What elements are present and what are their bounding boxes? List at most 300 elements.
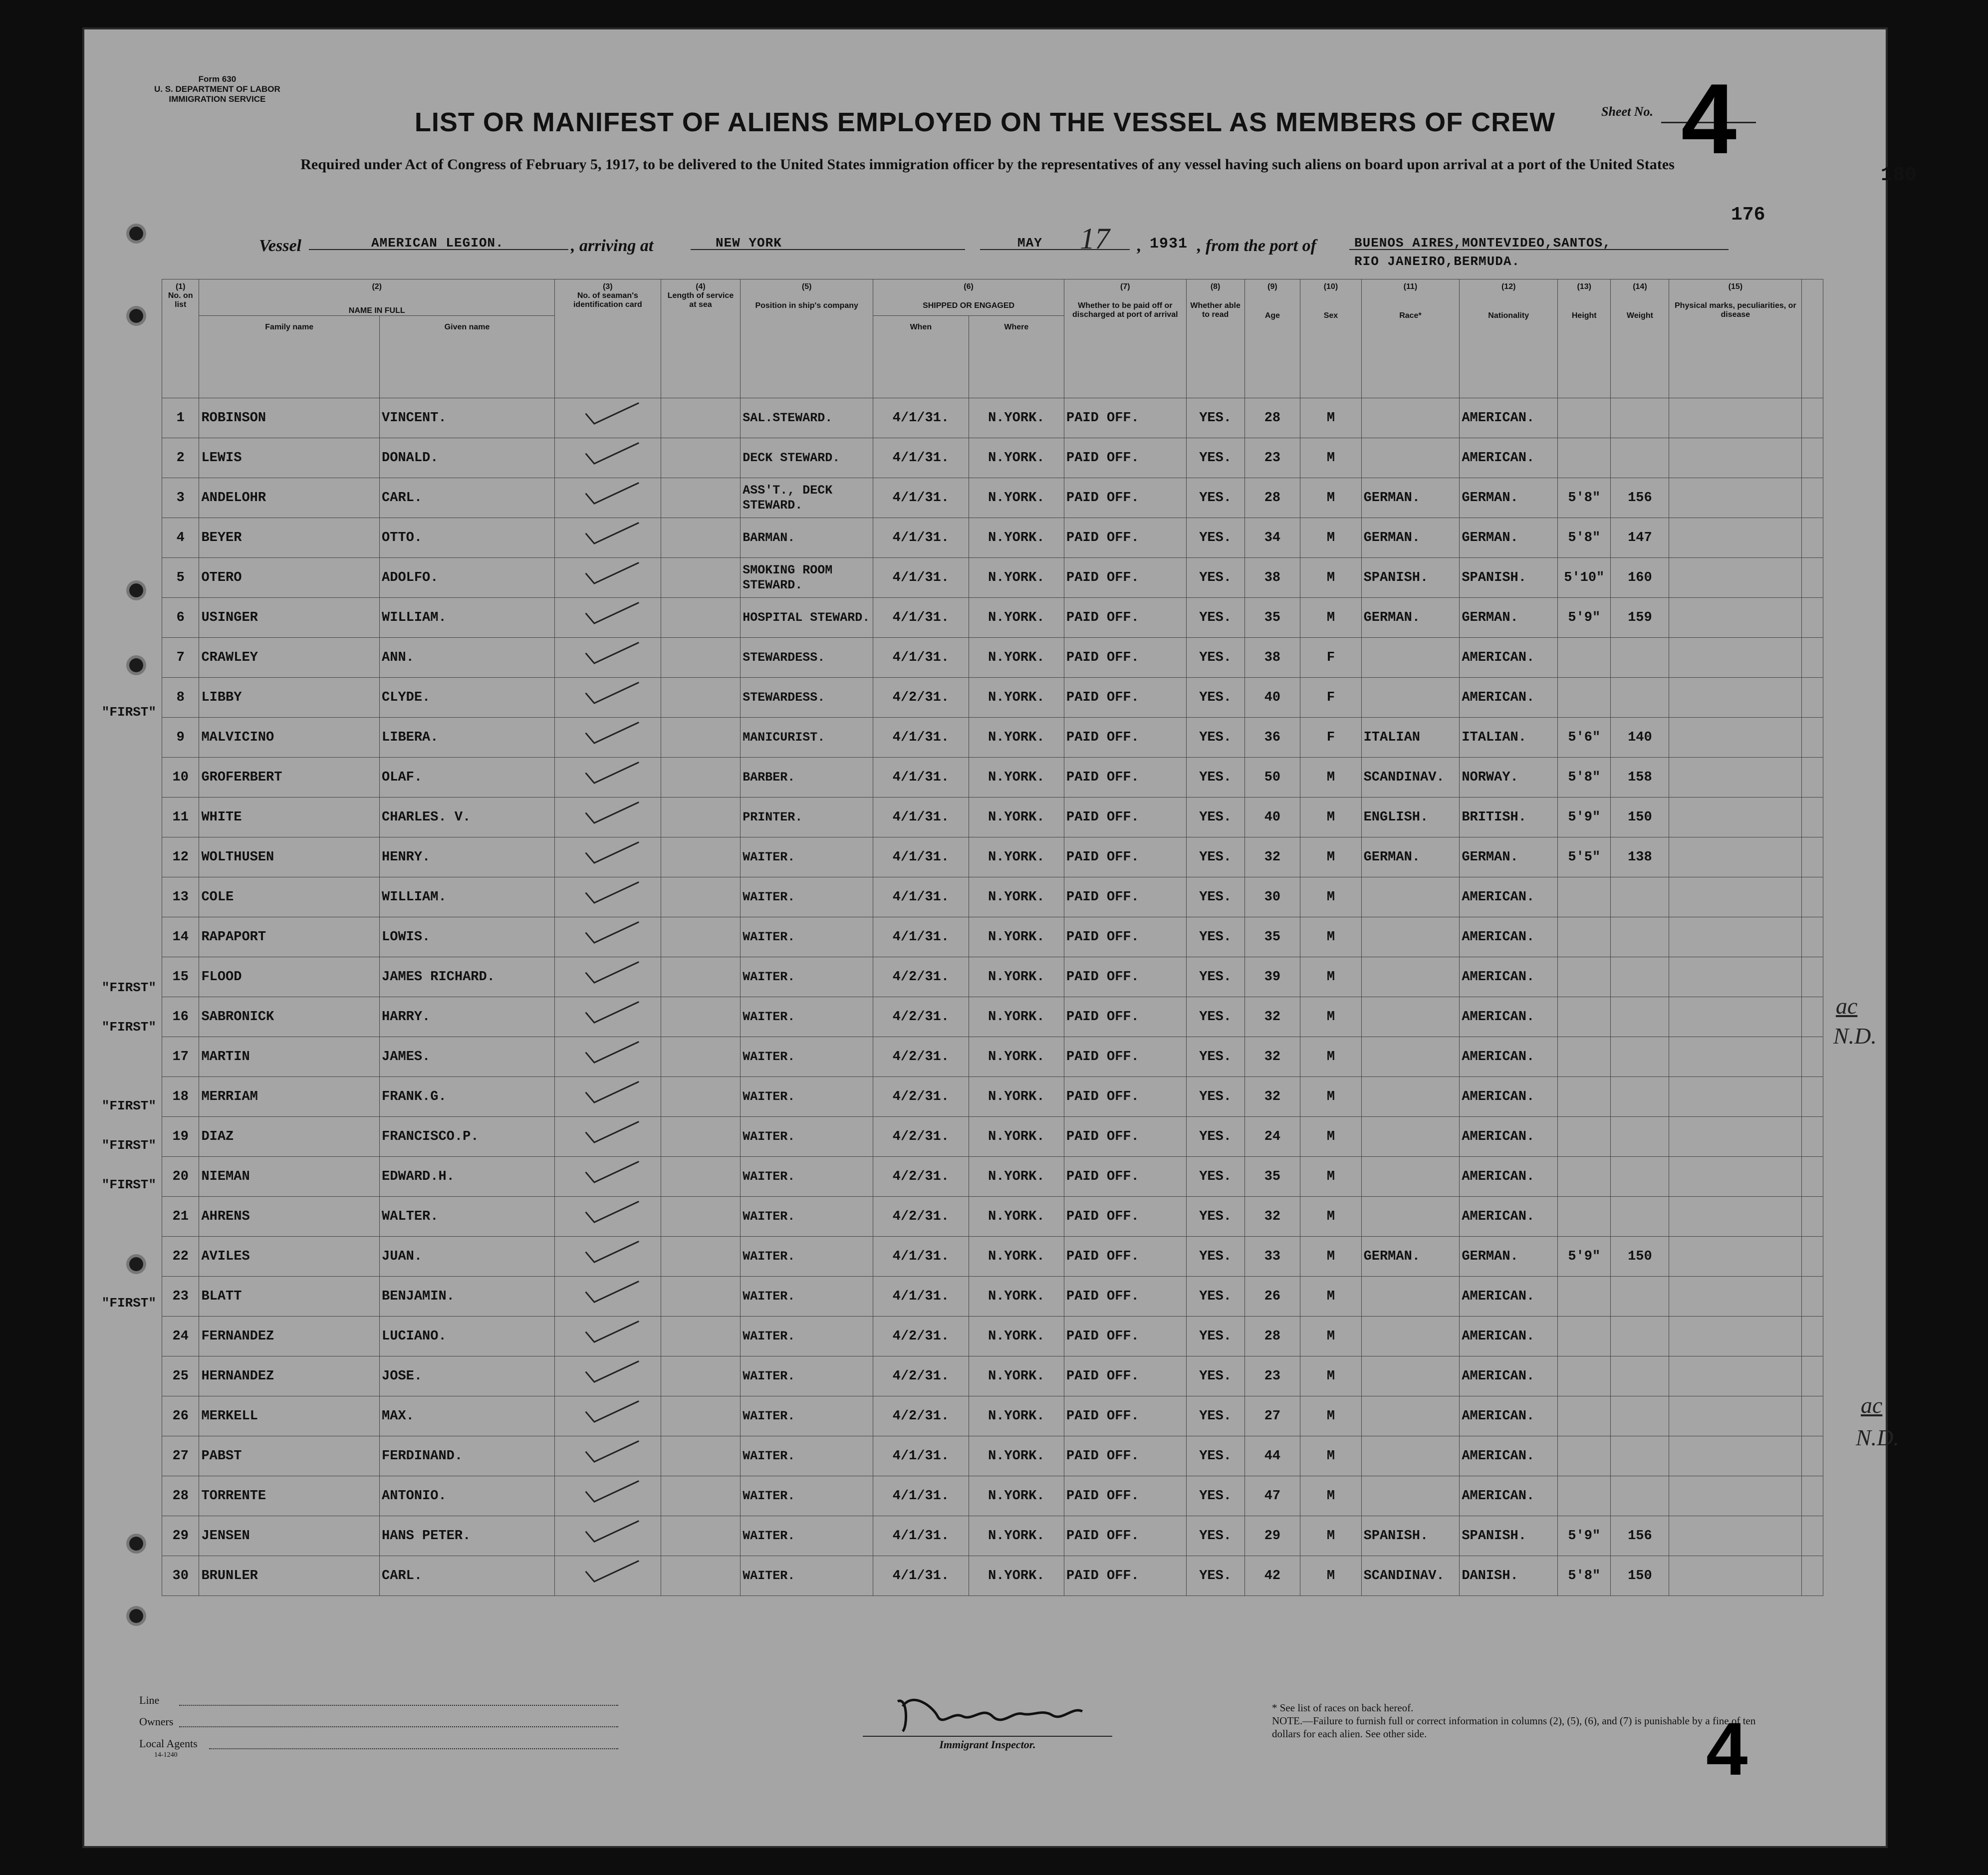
vessel-name: AMERICAN LEGION.: [371, 236, 504, 251]
cell-sex: M: [1300, 758, 1361, 798]
cell-race: [1361, 1037, 1460, 1077]
cell-family: WOLTHUSEN: [199, 837, 380, 877]
cell-race: [1361, 1277, 1460, 1317]
cell-when: 4/2/31.: [873, 678, 969, 718]
id-card-check: [555, 558, 661, 598]
cell-when: 4/1/31.: [873, 598, 969, 638]
first-mark: "FIRST": [101, 1098, 156, 1113]
empty-cell: [661, 1237, 741, 1277]
table-row: [162, 438, 1823, 478]
cell-no: 2: [162, 438, 199, 478]
punch-hole: [129, 658, 143, 672]
checkmark-icon: [580, 804, 635, 826]
cell-nationality: ITALIAN.: [1460, 718, 1558, 758]
cell-when: 4/1/31.: [873, 558, 969, 598]
empty-cell: [1802, 1037, 1823, 1077]
arriving-label: , arriving at: [571, 237, 654, 255]
cell-position: WAITER.: [741, 837, 873, 877]
cell-where: N.YORK.: [969, 917, 1064, 957]
cell-weight: [1611, 1317, 1669, 1356]
cell-no: 28: [162, 1476, 199, 1516]
cell-height: [1558, 957, 1611, 997]
cell-where: N.YORK.: [969, 1436, 1064, 1476]
cell-race: [1361, 1077, 1460, 1117]
cell-paid: PAID OFF.: [1064, 1077, 1187, 1117]
empty-cell: [1802, 1317, 1823, 1356]
punch-hole: [129, 1609, 143, 1623]
cell-family: AHRENS: [199, 1197, 380, 1237]
empty-cell: [661, 438, 741, 478]
cell-given: JUAN.: [380, 1237, 555, 1277]
cell-sex: M: [1300, 837, 1361, 877]
cell-read: YES.: [1186, 1396, 1244, 1436]
cell-when: 4/1/31.: [873, 478, 969, 518]
table-row: [162, 678, 1823, 718]
empty-cell: [1669, 1157, 1802, 1197]
service: IMMIGRATION SERVICE: [169, 94, 266, 104]
cell-height: [1558, 1317, 1611, 1356]
id-card-check: [555, 917, 661, 957]
id-card-check: [555, 1157, 661, 1197]
id-card-check: [555, 758, 661, 798]
cell-weight: [1611, 997, 1669, 1037]
cell-weight: [1611, 1077, 1669, 1117]
checkmark-icon: [580, 844, 635, 866]
cell-where: N.YORK.: [969, 1317, 1064, 1356]
cell-paid: PAID OFF.: [1064, 997, 1187, 1037]
cell-given: FRANCISCO.P.: [380, 1117, 555, 1157]
cell-read: YES.: [1186, 1476, 1244, 1516]
cell-family: NIEMAN: [199, 1157, 380, 1197]
from-label: , from the port of: [1197, 237, 1316, 255]
cell-position: DECK STEWARD.: [741, 438, 873, 478]
cell-height: [1558, 638, 1611, 678]
stamp-176: 176: [1731, 204, 1765, 226]
cell-position: WAITER.: [741, 1476, 873, 1516]
cell-weight: 156: [1611, 478, 1669, 518]
cell-position: WAITER.: [741, 1317, 873, 1356]
empty-cell: [1802, 1476, 1823, 1516]
cell-height: [1558, 1197, 1611, 1237]
empty-cell: [1802, 558, 1823, 598]
cell-age: 44: [1244, 1436, 1300, 1476]
cell-nationality: AMERICAN.: [1460, 1077, 1558, 1117]
cell-weight: [1611, 1356, 1669, 1396]
empty-cell: [1802, 997, 1823, 1037]
cell-paid: PAID OFF.: [1064, 558, 1187, 598]
cell-read: YES.: [1186, 798, 1244, 837]
cell-paid: PAID OFF.: [1064, 798, 1187, 837]
cell-race: [1361, 1476, 1460, 1516]
cell-height: [1558, 1436, 1611, 1476]
table-row: [162, 877, 1823, 917]
table-row: [162, 478, 1823, 518]
checkmark-icon: [580, 1243, 635, 1265]
table-row: [162, 558, 1823, 598]
cell-weight: [1611, 1037, 1669, 1077]
cell-weight: [1611, 1396, 1669, 1436]
cell-given: WILLIAM.: [380, 877, 555, 917]
id-card-check: [555, 1436, 661, 1476]
empty-cell: [1802, 1117, 1823, 1157]
cell-no: 5: [162, 558, 199, 598]
cell-where: N.YORK.: [969, 718, 1064, 758]
empty-cell: [661, 798, 741, 837]
cell-nationality: AMERICAN.: [1460, 1476, 1558, 1516]
empty-cell: [1669, 678, 1802, 718]
cell-when: 4/2/31.: [873, 1396, 969, 1436]
cell-when: 4/1/31.: [873, 518, 969, 558]
empty-cell: [1669, 1476, 1802, 1516]
cell-sex: M: [1300, 1077, 1361, 1117]
cell-nationality: GERMAN.: [1460, 518, 1558, 558]
cell-height: [1558, 1277, 1611, 1317]
cell-read: YES.: [1186, 1356, 1244, 1396]
cell-weight: 156: [1611, 1516, 1669, 1556]
cell-weight: [1611, 877, 1669, 917]
cell-age: 28: [1244, 398, 1300, 438]
sheet-number: 4: [1681, 63, 1737, 175]
crew-table: [162, 279, 1823, 1596]
table-row: [162, 1197, 1823, 1237]
checkmark-icon: [580, 1083, 635, 1105]
cell-family: RAPAPORT: [199, 917, 380, 957]
cell-nationality: AMERICAN.: [1460, 1436, 1558, 1476]
cell-read: YES.: [1186, 837, 1244, 877]
cell-given: LOWIS.: [380, 917, 555, 957]
empty-cell: [661, 758, 741, 798]
empty-cell: [1669, 758, 1802, 798]
cell-race: [1361, 877, 1460, 917]
cell-age: 36: [1244, 718, 1300, 758]
cell-no: 17: [162, 1037, 199, 1077]
cell-family: COLE: [199, 877, 380, 917]
cell-sex: M: [1300, 1396, 1361, 1436]
cell-paid: PAID OFF.: [1064, 1277, 1187, 1317]
checkmark-icon: [580, 884, 635, 906]
cell-family: SABRONICK: [199, 997, 380, 1037]
subtitle: Required under Act of Congress of February 5, 1917, to be delivered to the United States immigration officer by the representatives of any vessel having such aliens on board upon arrival at a port of the United States: [300, 156, 1675, 173]
cell-family: LEWIS: [199, 438, 380, 478]
signature-scribble: [833, 1686, 1142, 1741]
cell-paid: PAID OFF.: [1064, 1037, 1187, 1077]
cell-height: 5'9": [1558, 1237, 1611, 1277]
cell-when: 4/1/31.: [873, 718, 969, 758]
cell-sex: M: [1300, 1516, 1361, 1556]
checkmark-icon: [580, 644, 635, 666]
cell-height: 5'10": [1558, 558, 1611, 598]
cell-sex: M: [1300, 1356, 1361, 1396]
cell-no: 23: [162, 1277, 199, 1317]
cell-age: 32: [1244, 837, 1300, 877]
ports-line2: RIO JANEIRO,BERMUDA.: [1354, 254, 1520, 269]
cell-weight: 158: [1611, 758, 1669, 798]
cell-nationality: AMERICAN.: [1460, 1356, 1558, 1396]
checkmark-icon: [580, 1403, 635, 1425]
cell-height: 5'8": [1558, 1556, 1611, 1596]
empty-cell: [1669, 518, 1802, 558]
cell-nationality: GERMAN.: [1460, 598, 1558, 638]
cell-race: ENGLISH.: [1361, 798, 1460, 837]
cell-height: 5'5": [1558, 837, 1611, 877]
checkmark-icon: [580, 1363, 635, 1385]
empty-cell: [1669, 798, 1802, 837]
empty-cell: [1802, 1077, 1823, 1117]
cell-family: MERKELL: [199, 1396, 380, 1436]
cell-paid: PAID OFF.: [1064, 1197, 1187, 1237]
cell-position: WAITER.: [741, 1356, 873, 1396]
cell-sex: M: [1300, 1117, 1361, 1157]
cell-family: JENSEN: [199, 1516, 380, 1556]
arrival-year: 1931: [1150, 236, 1188, 253]
cell-race: SPANISH.: [1361, 1516, 1460, 1556]
empty-cell: [661, 678, 741, 718]
cell-race: [1361, 997, 1460, 1037]
cell-height: [1558, 1476, 1611, 1516]
cell-race: SPANISH.: [1361, 558, 1460, 598]
cell-where: N.YORK.: [969, 1356, 1064, 1396]
cell-no: 25: [162, 1356, 199, 1396]
cell-race: [1361, 1317, 1460, 1356]
empty-cell: [1669, 1277, 1802, 1317]
cell-read: YES.: [1186, 1436, 1244, 1476]
empty-cell: [661, 1317, 741, 1356]
empty-cell: [1802, 837, 1823, 877]
empty-cell: [1669, 438, 1802, 478]
cell-sex: M: [1300, 398, 1361, 438]
cell-age: 33: [1244, 1237, 1300, 1277]
cell-age: 27: [1244, 1396, 1300, 1436]
cell-when: 4/2/31.: [873, 1077, 969, 1117]
cell-weight: 159: [1611, 598, 1669, 638]
cell-given: ANTONIO.: [380, 1476, 555, 1516]
checkmark-icon: [580, 485, 635, 507]
cell-age: 39: [1244, 957, 1300, 997]
empty-cell: [1669, 1516, 1802, 1556]
cell-age: 38: [1244, 558, 1300, 598]
cell-when: 4/1/31.: [873, 1516, 969, 1556]
cell-paid: PAID OFF.: [1064, 1317, 1187, 1356]
empty-cell: [661, 1436, 741, 1476]
empty-cell: [661, 1117, 741, 1157]
cell-when: 4/1/31.: [873, 758, 969, 798]
cell-paid: PAID OFF.: [1064, 877, 1187, 917]
cell-given: JOSE.: [380, 1356, 555, 1396]
cell-weight: [1611, 398, 1669, 438]
cell-where: N.YORK.: [969, 1396, 1064, 1436]
empty-cell: [1802, 877, 1823, 917]
handwritten-nd: N.D.: [1833, 1023, 1877, 1049]
cell-race: GERMAN.: [1361, 478, 1460, 518]
cell-when: 4/1/31.: [873, 1277, 969, 1317]
table-row: [162, 598, 1823, 638]
vessel-label: Vessel: [259, 237, 301, 255]
cell-no: 12: [162, 837, 199, 877]
cell-given: CARL.: [380, 478, 555, 518]
cell-when: 4/2/31.: [873, 1197, 969, 1237]
empty-cell: [1802, 1516, 1823, 1556]
cell-when: 4/1/31.: [873, 1237, 969, 1277]
cell-height: 5'8": [1558, 478, 1611, 518]
empty-cell: [1802, 798, 1823, 837]
cell-age: 38: [1244, 638, 1300, 678]
cell-race: [1361, 438, 1460, 478]
cell-position: HOSPITAL STEWARD.: [741, 598, 873, 638]
cell-age: 42: [1244, 1556, 1300, 1596]
cell-when: 4/1/31.: [873, 1476, 969, 1516]
table-row: [162, 1157, 1823, 1197]
table-row: [162, 1277, 1823, 1317]
cell-race: GERMAN.: [1361, 837, 1460, 877]
checkmark-icon: [580, 1123, 635, 1145]
cell-height: [1558, 1356, 1611, 1396]
cell-no: 15: [162, 957, 199, 997]
cell-nationality: DANISH.: [1460, 1556, 1558, 1596]
checkmark-icon: [580, 1443, 635, 1465]
empty-cell: [1669, 837, 1802, 877]
cell-when: 4/1/31.: [873, 438, 969, 478]
cell-height: 5'9": [1558, 798, 1611, 837]
empty-cell: [1669, 1436, 1802, 1476]
footer-notes: [1272, 1701, 1771, 1740]
cell-given: LUCIANO.: [380, 1317, 555, 1356]
cell-nationality: GERMAN.: [1460, 1237, 1558, 1277]
cell-where: N.YORK.: [969, 438, 1064, 478]
cell-position: WAITER.: [741, 1396, 873, 1436]
cell-paid: PAID OFF.: [1064, 1157, 1187, 1197]
cell-family: HERNANDEZ: [199, 1356, 380, 1396]
cell-sex: M: [1300, 518, 1361, 558]
cell-position: PRINTER.: [741, 798, 873, 837]
cell-given: ADOLFO.: [380, 558, 555, 598]
cell-given: WALTER.: [380, 1197, 555, 1237]
cell-where: N.YORK.: [969, 558, 1064, 598]
cell-age: 30: [1244, 877, 1300, 917]
table-row: [162, 1037, 1823, 1077]
empty-cell: [1802, 1356, 1823, 1396]
cell-weight: 147: [1611, 518, 1669, 558]
cell-family: TORRENTE: [199, 1476, 380, 1516]
empty-cell: [1802, 598, 1823, 638]
cell-paid: PAID OFF.: [1064, 957, 1187, 997]
cell-race: GERMAN.: [1361, 1237, 1460, 1277]
first-mark: "FIRST": [101, 1177, 156, 1192]
cell-nationality: SPANISH.: [1460, 558, 1558, 598]
cell-age: 26: [1244, 1277, 1300, 1317]
table-row: [162, 837, 1823, 877]
cell-read: YES.: [1186, 957, 1244, 997]
id-card-check: [555, 997, 661, 1037]
cell-sex: M: [1300, 1197, 1361, 1237]
cell-weight: [1611, 1277, 1669, 1317]
cell-weight: [1611, 1476, 1669, 1516]
checkmark-icon: [580, 445, 635, 467]
cell-position: WAITER.: [741, 997, 873, 1037]
cell-family: GROFERBERT: [199, 758, 380, 798]
cell-age: 28: [1244, 1317, 1300, 1356]
cell-height: [1558, 1117, 1611, 1157]
cell-nationality: AMERICAN.: [1460, 877, 1558, 917]
arrival-month: MAY: [1017, 236, 1042, 251]
empty-cell: [1802, 638, 1823, 678]
empty-cell: [1802, 1237, 1823, 1277]
cell-position: SAL.STEWARD.: [741, 398, 873, 438]
cell-race: [1361, 957, 1460, 997]
cell-age: 40: [1244, 678, 1300, 718]
table-row: [162, 1396, 1823, 1436]
empty-cell: [661, 1277, 741, 1317]
cell-family: ANDELOHR: [199, 478, 380, 518]
cell-given: HANS PETER.: [380, 1516, 555, 1556]
cell-age: 28: [1244, 478, 1300, 518]
empty-cell: [1669, 997, 1802, 1037]
cell-paid: PAID OFF.: [1064, 638, 1187, 678]
cell-no: 29: [162, 1516, 199, 1556]
cell-read: YES.: [1186, 398, 1244, 438]
empty-cell: [1802, 1556, 1823, 1596]
cell-weight: 150: [1611, 1237, 1669, 1277]
cell-when: 4/2/31.: [873, 957, 969, 997]
cell-weight: [1611, 917, 1669, 957]
cell-paid: PAID OFF.: [1064, 917, 1187, 957]
empty-cell: [661, 398, 741, 438]
cell-no: 21: [162, 1197, 199, 1237]
cell-when: 4/1/31.: [873, 917, 969, 957]
table-row: [162, 1356, 1823, 1396]
cell-where: N.YORK.: [969, 478, 1064, 518]
checkmark-icon: [580, 564, 635, 586]
cell-nationality: BRITISH.: [1460, 798, 1558, 837]
cell-no: 14: [162, 917, 199, 957]
cell-no: 6: [162, 598, 199, 638]
punch-hole: [129, 227, 143, 241]
empty-cell: [1669, 1037, 1802, 1077]
cell-read: YES.: [1186, 997, 1244, 1037]
owners-label: Owners: [139, 1715, 174, 1728]
cell-weight: 140: [1611, 718, 1669, 758]
checkmark-icon: [580, 1283, 635, 1305]
cell-paid: PAID OFF.: [1064, 1356, 1187, 1396]
punch-hole: [129, 1537, 143, 1551]
cell-weight: 160: [1611, 558, 1669, 598]
cell-position: WAITER.: [741, 1117, 873, 1157]
cell-race: GERMAN.: [1361, 518, 1460, 558]
checkmark-icon: [580, 604, 635, 626]
empty-cell: [1802, 1197, 1823, 1237]
empty-cell: [1802, 478, 1823, 518]
cell-position: WAITER.: [741, 1277, 873, 1317]
cell-height: [1558, 1396, 1611, 1436]
id-card-check: [555, 1396, 661, 1436]
cell-family: BRUNLER: [199, 1556, 380, 1596]
cell-no: 3: [162, 478, 199, 518]
cell-where: N.YORK.: [969, 598, 1064, 638]
year-comma: ,: [1137, 237, 1142, 255]
cell-no: 4: [162, 518, 199, 558]
empty-cell: [661, 638, 741, 678]
cell-given: CARL.: [380, 1556, 555, 1596]
cell-where: N.YORK.: [969, 1037, 1064, 1077]
cell-nationality: AMERICAN.: [1460, 1157, 1558, 1197]
cell-read: YES.: [1186, 1516, 1244, 1556]
cell-given: JAMES.: [380, 1037, 555, 1077]
cell-race: [1361, 1396, 1460, 1436]
empty-cell: [1669, 1396, 1802, 1436]
empty-cell: [661, 997, 741, 1037]
cell-sex: M: [1300, 997, 1361, 1037]
cell-nationality: AMERICAN.: [1460, 638, 1558, 678]
empty-cell: [661, 1077, 741, 1117]
